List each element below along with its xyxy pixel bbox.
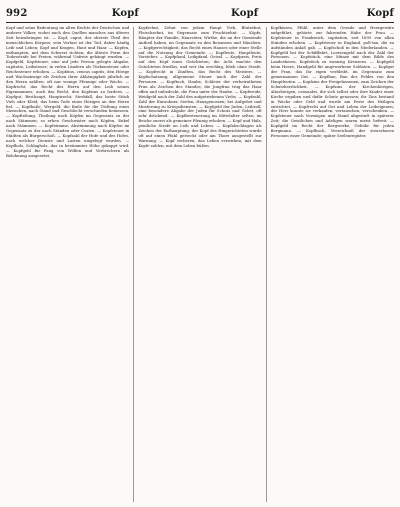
column-right [271,26,394,503]
header-right-word: Kopf [366,7,394,19]
column-divider [133,27,134,502]
page-header [6,6,394,20]
column-middle-text: Kopfzehnt, Zehnt von jedem Haupt Vieh, Blutzehnt, Fleischzehnt, im Gegensatz zum Fruchtzehnt. — Köpfe, Häupter der Familie, Hausväter, Wirthe, die an der Gemeinde Antheil haben, im Gegensatz zu den Beisassen und Häuslern. — Kopfgerechtigkeit, das Recht eines Hauses oder einer Stelle auf die Nutzung der Gemeinde. — Kopfleute, Hauptleute, Vorsteher. — Kopfpfand, Leibpfand, Geisel. — Kopfpreis, Preis auf den Kopf eines Geächteten; die Acht machte den Geächteten friedlos, und wer ihn erschlug, blieb ohne Strafe. — Kopfrecht in Zünften, das Recht des Meisters. — Kopfschatzung, allgemeine Steuer nach der Zahl der Personen. — Kopftuch, Haube, Schleier der verheiratheten Frau als Zeichen des Standes; die Jungfrau trug das Haar offen und unbedeckt, die Frau unter der Haube. — Kopfweide, Weidgeld nach der Zahl des aufgetriebenen Viehs. — Kopfzahl, Zahl der Einwohner, Seelen, Hausgenossen; bei Aufgebot und Musterung zu Kriegsdiensten. — Kopfgeld der Juden, Leibzoll, eine besondere Abgabe der Juden für Schutz und Geleit, oft sehr drückend. — Kopfbesteuerung im Mittelalter selten, im Reiche zuerst als gemeiner Pfennig erhoben. — Kopf und Hals, peinliche Strafe an Leib und Leben. — Kopfabschlagen als Zeichen der Enthauptung; der Kopf des Hingerichteten wurde oft auf einen Pfahl gesteckt oder am Thore ausgestellt zur Warnung. — Kopf verlieren, das Leben verwirken; mit dem Kopfe zahlen, mit dem Leben büßen. [138,26,262,148]
column-divider [266,27,267,502]
column-right-text: Kopfkissen, Pfühl, unter dem Gerade und Heergewäte aufgeführt, gehörte zur fahrenden Habe der Frau. — Kopfsteuer in Frankreich, capitation, seit 1695 von allen Ständen erhoben. — Kopfsteuer in England, poll-tax, die zu Aufständen Anlaß gab. — Kopfschoß in den Niederlanden. — Kopfgeld bei der Schifffahrt, Lootsengeld nach der Zahl der Personen. — Kopfstück, eine Münze mit dem Bilde des Landesherrn, Kopfstück zu zwanzig Kreuzern. — Kopfgeld beim Heere, Handgeld für angeworbene Soldaten. — Kopfgut der Frau, das ihr eigen verbleibt, im Gegensatz zum gemeinsamen Gut. — Kopfbau, Bau des Feldes von den Hauptleuten. — Kopfzins der Freigelassenen, zum Zeichen der Schutzherrlichkeit. — Kopfzins der Kirchenhörigen, Altarhörigen, censuales, die sich selbst oder ihre Kinder einer Kirche ergaben und dafür Schutz genossen; ihr Zins bestand in Wachs oder Geld und wurde am Feste des Heiligen entrichtet. — Kopfrecht auf Gut und Leben der Leibeigenen; der Herr konnte sie verkaufen, vertauschen, verschenken. — Kopfsteuer nach Vermögen und Stand abgestuft in späterer Zeit; die Geistlichen und Adeligen waren meist befreit. — Kopfgeld im Recht der Bergwerke, Gebühr für jeden Bergmann. — Kopfbuch, Verzeichniß der steuerbaren Personen einer Gemeinde; später Seelenregister. [270,26,394,138]
text-columns [6,26,394,503]
column-middle [138,26,261,503]
header-rule [6,22,394,23]
header-left-word: Kopf [111,7,139,19]
column-left [6,26,129,503]
column-left-text: Kopf und seine Bedeutung im alten Rechte der Deutschen und anderer Völker, wobei nach den Quellen manches aus älterer Zeit beizubringen ist. — Kopf, caput, der oberste Theil des menschlichen Körpers; sein Verlust ist der Tod, daher häufig Leib und Leben; Kopf und Kragen, Haut und Haar. — Köpfen, enthaupten, mit dem Schwert richten; die älteste Form der Todesstrafe bei Freien, während Unfreie gehängt wurden. — Kopfgeld, Kopfsteuer, eine auf jede Person gelegte Abgabe, capitatio, Leibsteuer; in vielen Ländern als Türkensteuer oder Reichssteuer erhoben. — Kopfzins, census capitis, den Hörige und Wachszinsige als Zeichen ihrer Abhängigkeit jährlich an den Herrn zahlten, oft nur wenige Pfennige oder Wachs. — Kopfrecht, das Recht des Herrn auf den Leib seines Eigenmannes; auch das Recht, den Kopfzins zu fordern. — Kopfgut, Besthaupt, Hauptrecht, Sterbfall, das beste Stück Vieh oder Kleid, das beim Tode eines Hörigen an den Herrn fiel. — Kopfbuße, Wergeld, die Buße für die Tödtung eines Menschen, nach Stand und Geschlecht verschieden bemessen. — Kopfteilung, Theilung nach Köpfen im Gegensatz zu der nach Stämmen; so erben Geschwister nach Köpfen, Enkel nach Stämmen. — Kopfstimme, Abstimmung nach Köpfen im Gegensatz zu der nach Ständen oder Curien. — Kopfsteuer in Städten als Bürgerschoß. — Kopfzahl der Hufe und des Hofes, nach welcher Dienste und Lasten umgelegt wurden. — Kopfholz, Schlagholz, das in bestimmter Höhe gekappt wird. — Kopfgeld für Fang von Wölfen und Verbrechern als Belohnung ausgesetzt. [6,26,130,158]
page-number: 992 [6,7,28,19]
header-center-word: Kopf [231,7,259,19]
